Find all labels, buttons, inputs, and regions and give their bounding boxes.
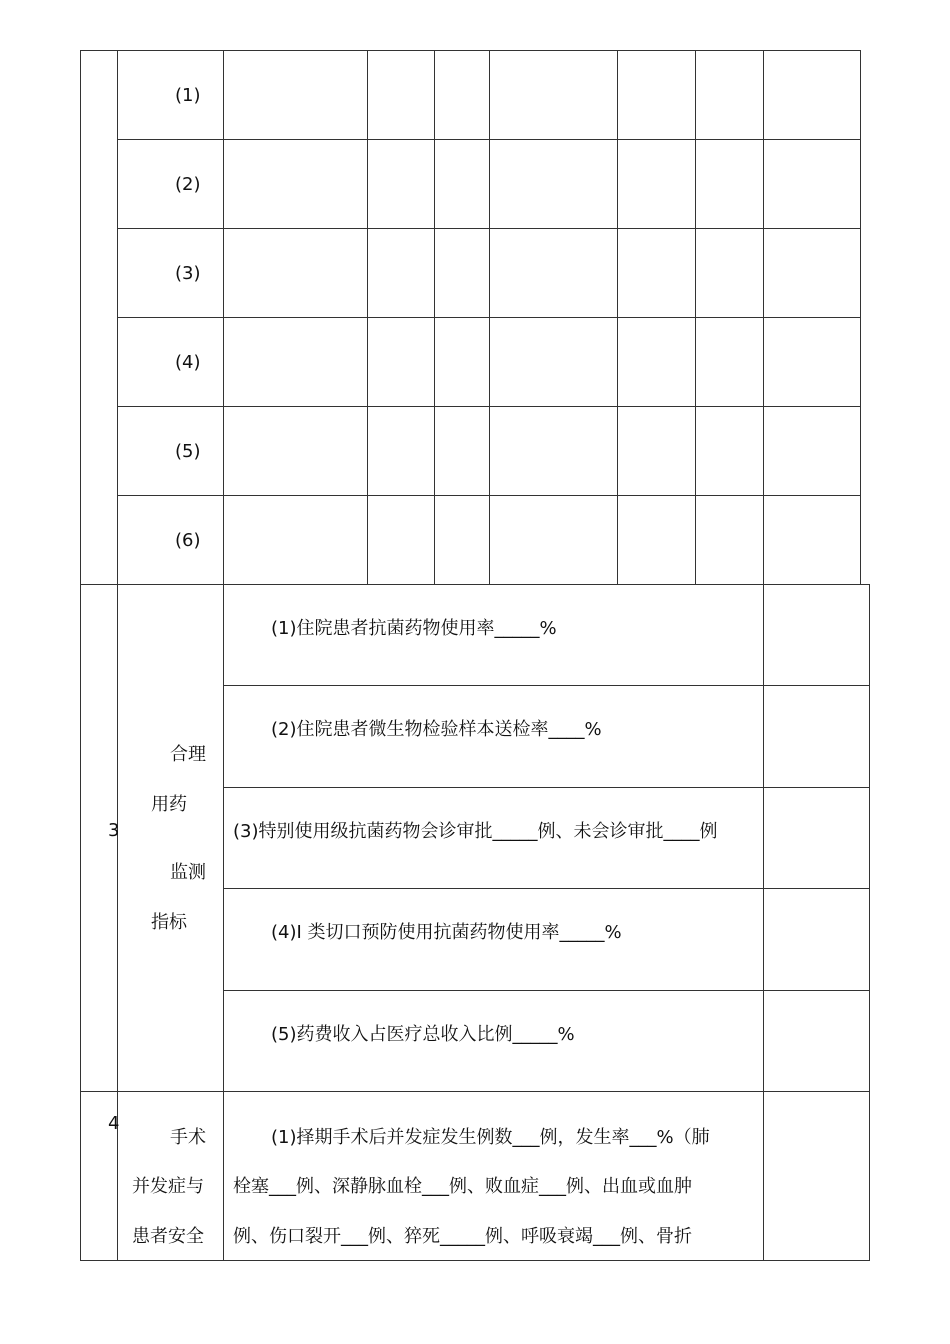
table-rule	[80, 1260, 870, 1261]
section-label: 用药	[151, 794, 187, 815]
table-rule	[763, 50, 764, 584]
table-rule	[80, 50, 81, 584]
section-number: 3	[108, 820, 120, 841]
section-label: 监测	[170, 862, 206, 883]
table-rule	[860, 50, 861, 584]
table-rule	[763, 584, 764, 1261]
indicator-item: (2)住院患者微生物检验样本送检率____%	[271, 719, 602, 740]
table-rule	[695, 50, 696, 584]
table-rule	[489, 50, 490, 584]
section-number: 4	[108, 1113, 120, 1134]
table-rule	[80, 1091, 870, 1092]
table-rule	[223, 50, 224, 584]
table-rule	[223, 787, 870, 788]
table-rule	[869, 584, 870, 1261]
section-label: 患者安全	[132, 1226, 204, 1247]
row-number: (2)	[175, 174, 201, 195]
row-number: (1)	[175, 85, 201, 106]
row-number: (5)	[175, 441, 201, 462]
indicator-item: (5)药费收入占医疗总收入比例_____%	[271, 1024, 575, 1045]
indicator-item: (4)I 类切口预防使用抗菌药物使用率_____%	[271, 922, 622, 943]
section-label: 指标	[151, 912, 187, 933]
table-rule	[367, 50, 368, 584]
table-rule	[80, 50, 861, 51]
row-number: (6)	[175, 530, 201, 551]
row-number: (3)	[175, 263, 201, 284]
complication-text: 例、伤口裂开___例、猝死_____例、呼吸衰竭___例、骨折	[233, 1226, 692, 1247]
table-rule	[434, 50, 435, 584]
table-rule	[80, 584, 81, 1261]
section-label: 并发症与	[132, 1176, 204, 1197]
complication-text: 栓塞___例、深静脉血栓___例、败血症___例、出血或血肿	[233, 1176, 692, 1197]
section-label: 手术	[170, 1127, 206, 1148]
table-rule	[617, 50, 618, 584]
indicator-item: (1)住院患者抗菌药物使用率_____%	[271, 618, 557, 639]
indicator-item: (3)特别使用级抗菌药物会诊审批_____例、未会诊审批____例	[233, 821, 718, 842]
table-rule	[117, 50, 118, 584]
table-rule	[80, 584, 870, 585]
section-label: 合理	[170, 744, 206, 765]
table-rule	[223, 584, 224, 1261]
table-rule	[117, 584, 118, 1261]
table-rule	[223, 888, 870, 889]
complication-text: (1)择期手术后并发症发生例数___例，发生率___%（肺	[271, 1127, 710, 1148]
table-rule	[223, 990, 870, 991]
table-rule	[223, 685, 870, 686]
row-number: (4)	[175, 352, 201, 373]
